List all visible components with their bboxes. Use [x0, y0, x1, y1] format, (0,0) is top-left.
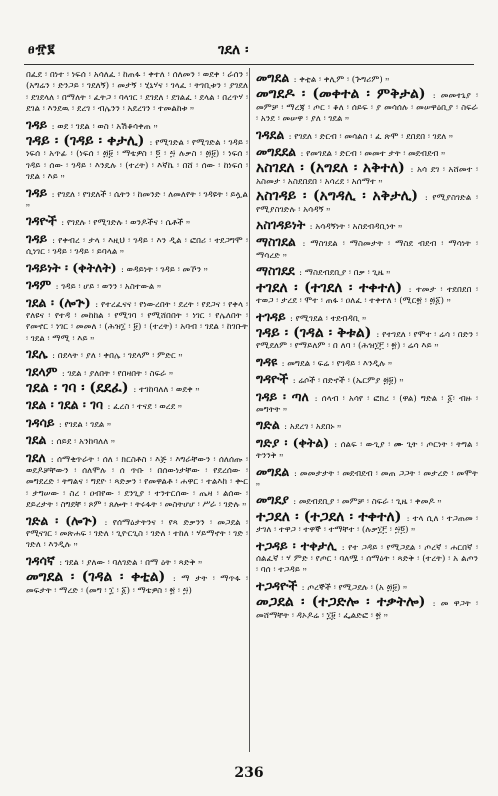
- dictionary-entry: [26, 70, 248, 116]
- entry-definition: : ሬሶች ፡ በድኖች ፡ (ኤርምያ ፴፱) ።: [292, 376, 404, 387]
- entry-headword: ተገዳይ: [256, 308, 291, 324]
- entry-definition: : ገደል ፡ ያለበት ፡ የበዛበት ፡ ስፍራ ።: [61, 368, 174, 379]
- entry-definition: : መመታታት ፡ መደብደብ ፡ መጠ ጋጋት ፡ መታረድ ፡ መሞት ።: [256, 468, 478, 490]
- entry-headword: ገዳይ: [26, 116, 52, 132]
- dictionary-entry: [26, 381, 248, 396]
- entry-definition: : አሳ ደገ ፡ አሸመተ ፡ አስመታ ፡ አስደበደበ ፡ አሳረደ ፡ አሰማተ ።: [256, 165, 478, 187]
- dictionary-entry: [256, 389, 478, 417]
- entry-headword: ገዳይ ፡ (ገዳል ፡ ቅቱል): [256, 324, 377, 341]
- entry-headword: መግደል: [256, 463, 294, 479]
- entry-headword: ተጋዳዮች: [256, 577, 302, 593]
- dictionary-entry: [26, 513, 248, 552]
- entry-definition: : የገደለ ፡ ድርብ ፡ መሳልስ ፡ ፈ ጽሞ ፡ ደበደበ ፡ ገደለ ።: [288, 131, 454, 142]
- dictionary-entry: [256, 354, 478, 370]
- entry-definition: : የተረፈናና ፡ የነውረበት ፡ ደረት ፡ የደጋና ፡ የቀላ ፡ የለዩና ፡ የተዳ ፡ መከከል ፡ የሚገባ ፡ የሚሸበበት ፡ ነገር ፡ የሌለበት ፡ የመኖር ፡ ነገር ፡ መመለ ፡ (ሕዝ፲ ፡ ፱) ፡ (ተረት) ፡ አባብ ፡ ገደል ፡ ከገቡት ፡ ገደል ፡ ማሚ ፡ እይ ።: [26, 299, 248, 344]
- entry-definition: : ማስገደል ፡ ማስመታት ፡ ማስደ ብደብ ፡ ማሳነት ፡ ማሳረድ ።: [256, 239, 478, 261]
- page-number: 236: [234, 765, 264, 781]
- dictionary-entry: [256, 371, 478, 387]
- dictionary-entry: [26, 346, 248, 362]
- entry-headword: ማስገደደ: [256, 263, 300, 279]
- dictionary-entry: [256, 510, 478, 537]
- entry-definition: : አደረገ ፡ አደበኑ ።: [284, 422, 342, 433]
- entry-headword: ገደለ: [26, 449, 51, 465]
- left-column: [26, 70, 248, 760]
- entry-definition: : መመተኒያ ፡ መምቻ ፡ ማረጃ ፡ ጦር ፡ ቆለ ፡ ሰይፍ ፡ ያ መሳሰሉ ፡ መሠዋዕቢያ ፡ ስፍራ ፡ አንደ ፡ መሠዋ ፡ ያለ ፡ ገደል ።: [256, 91, 478, 125]
- entry-definition: : ወደ ፡ ገደል ፡ ወስ ፡ አሽቆሳቀጠ ።: [51, 121, 158, 132]
- entry-headword: ገደሌ: [26, 346, 53, 362]
- entry-definition: : ተመታ ፡ ተደበደበ ፡ ተወጋ ፡ ታረደ ፡ ሞተ ፡ ጠፋ ፡ ዐለፈ ፡ ተቀተለ ፡ (ሚር፳ ፡ ፴፩) ።: [256, 284, 478, 307]
- entry-headword: መጋደል ፡ (ተጋድሎ ፡ ተቃትሎ): [256, 594, 433, 611]
- dictionary-entry: [26, 450, 248, 512]
- entry-headword: ገዳደል: [256, 126, 289, 142]
- entry-definition: : የገደለ ፡ የገደለች ፡ ሴትን ፡ ከመንድ ፡ ለመለየት ፡ ገዳዩት ፡ ይሏል ።: [26, 189, 248, 212]
- dictionary-entry: [256, 217, 478, 233]
- entry-headword: ገደላም: [26, 363, 62, 379]
- dictionary-entry: [26, 415, 248, 431]
- column-divider: [249, 68, 250, 752]
- entry-headword: መግደል: [256, 70, 294, 85]
- entry-definition: : በደላት ፡ ያለ ፡ ቀበሌ ፡ ገደላም ፡ ምድር ።: [52, 351, 183, 362]
- dictionary-entry: [256, 161, 478, 188]
- dictionary-entry: [26, 185, 248, 213]
- entry-headword: ገዳዮች: [26, 213, 62, 229]
- dictionary-entry: [26, 295, 248, 346]
- dictionary-entry: [256, 326, 478, 353]
- entry-definition: : ተላ ሲለ ፡ ተጋጠመ ፡ ታገለ ፡ ተዋጋ ፡ ተዋኞ ፡ ተማቸተ ፡ (ሉቃ፲፫ ፡ ፵፬) ።: [256, 513, 478, 536]
- entry-definition: : ፈረስ ፡ ተናደ ፡ ወረደ ።: [107, 402, 183, 413]
- dictionary-entry: [26, 117, 248, 133]
- entry-headword: ገድል ፡ (ሎጕ): [26, 512, 105, 528]
- entry-headword: ገዳይ ፡ (ገዳይ ፡ ቀታሊ): [26, 133, 150, 150]
- entry-definition: : ወዳይነት ፡ ገዳይ ፡ መኾን ።: [121, 264, 208, 275]
- header-rule: [24, 64, 474, 65]
- dictionary-entry: [26, 570, 248, 597]
- dictionary-entry: [26, 397, 248, 413]
- dictionary-entry: [26, 364, 248, 380]
- dictionary-entry: [256, 417, 478, 433]
- entry-headword: ግዳዩ: [256, 353, 282, 369]
- entry-headword: ገደል ፡ ገባ ፡ (ደደፈ): [26, 379, 134, 396]
- entry-definition: : የሚገድል ፡ የሚገድል ፡ ገዳይ ፡ ነፍሰ ፡ አጥፊ ፡ (ነፍሰ ፡ ፴፱ ፡ ማቴዎስ ፡ ፬ ፡ ፵ ሉቃስ ፡ ፴፱) ፡ ነፍሰ ፡ ገዳይ ፡ ሰው ፡ ገዳይ ፡ እንዴሉ ፡ (ተረት) ፡ እኛኬ ፡ በሸ ፡ ሰው ፡ ከነፍሰ ፡ ገደል ፡ እይ ።: [26, 138, 248, 183]
- entry-definition: : ተገከባለለ ፡ ወደቀ ።: [133, 384, 200, 395]
- entry-headword: መግደል ፡ (ገዳል ፡ ቀቲል): [26, 569, 173, 586]
- running-header-headword: ገደለ ፡: [218, 42, 249, 58]
- entry-headword: አስገደለ ፡ (አግደለ ፡ አቅተለ): [256, 160, 411, 177]
- dictionary-entry: [256, 189, 478, 216]
- entry-definition: : አሳዳኝነት ፡ አስደብዳቢነት ።: [309, 222, 403, 233]
- entry-definition: : ቀቲል ፡ ቀሊም ፡ (ጕግሪም) ።: [293, 75, 390, 85]
- entry-definition: : ሰይደ ፡ አንከባለለ ።: [50, 437, 115, 448]
- entry-definition: በፈደ ፡ በነተ ፡ ነፍሰ ፡ አሳለፈ ፡ ከጠፋ ፡ ቀተለ ፡ ሰለመን ፡ ወደቀ ፡ ራሰን ፡ (አግሬን ፡ ድንጋይ ፡ ገደለኝ) ፡ መታኝ ፡ ሂኒሃና ፡ ገላፈ ፡ ትገቢቱን ፡ ያገደለ ፡ ደገደላለ ፡ በማለት ፡ ፈትጋ ፡ ባላገር ፡ ደገደለ ፡ ደገልፈ ፡ ደላል ፡ በረጥሃ ፡ ደገል ፡ እንደዉ ፡ ደረገ ፡ ብሌንን ፡ አደረገን ፡ ተመልከቱ ።: [26, 70, 248, 115]
- dictionary-entry: [256, 538, 478, 577]
- entry-headword: ግድያ ፡ (ቀትል): [256, 434, 335, 450]
- entry-headword: መግደዶ ፡ (መቀተል ፡ ምቅታል): [256, 86, 433, 103]
- dictionary-entry: [26, 260, 248, 276]
- dictionary-entry: [256, 595, 478, 622]
- dictionary-entry: [256, 87, 478, 125]
- dictionary-entry: [26, 277, 248, 293]
- entry-headword: ገዳይነት ፡ (ቀትለት): [26, 259, 122, 275]
- entry-headword: መግደያ: [256, 492, 294, 508]
- entry-definition: : የተገደለ ፡ የሞተ ፡ ሬሳ ፡ በድን ፡ የሚደለም ፡ የማይለም ፡ በ ለባ ፡ (ሕዝ፲፫ ፡ ፳) ፡ ሬሳ እይ ።: [256, 329, 478, 352]
- entry-headword: ገዳይ ፡ ጣለ: [256, 388, 315, 404]
- entry-headword: ተጋደለ ፡ (ተጋደለ ፡ ተቀተለ): [256, 508, 407, 525]
- dictionary-entry: [256, 263, 478, 279]
- dictionary-entry: [26, 231, 248, 259]
- dictionary-entry: [26, 432, 248, 448]
- entry-definition: : ገደል ፡ ያለው ፡ ባለገድል ፡ በማ ዕት ፡ ጻድቅ ።: [59, 557, 203, 568]
- dictionary-entry: [256, 70, 478, 86]
- entry-headword: ግድል: [256, 417, 285, 433]
- entry-headword: መግደደል: [256, 144, 301, 160]
- entry-definition: : የሚገደል ፡ ተደብዳቢ ።: [290, 313, 367, 324]
- dictionary-entry: [256, 234, 478, 262]
- entry-definition: : መ ዋጋት ፡ መሸማቸት ፡ ዳኦዶሬ ፡ ፲፱ ፡ ፌልድፎ ፡ ፳ ።: [256, 599, 478, 621]
- entry-definition: : የገደሉ ፡ የሚገድሉ ፡ ወንዶችና ፡ ሴቶች ።: [61, 218, 191, 229]
- dictionary-entry: [256, 578, 478, 594]
- entry-headword: ገዳይ: [26, 184, 52, 200]
- entry-definition: : የተ ጋዳይ ፡ የሚጋደል ፡ ጦረኛ ፡ ሐርበኛ ፡ ሰልፈኛ ፡ ሃ ምድ ፡ የጦር ፡ ባለሟ ፡ ሰማዕት ፡ ጻድቅ ፡ (ተረት) ፡ አ ልጦን ፡ ባሰ ፡ ተጋዳይ ።: [256, 542, 478, 576]
- dictionary-entry: [26, 213, 248, 229]
- entry-headword: ገዳይ: [26, 230, 53, 246]
- entry-definition: : ሰማቂጥራት ፡ ሰለ ፡ ክርስቶስ ፡ እጅ ፡ እግራቸውን ፡ ሰለሰጡ ፡ ወደዶቻቸውን ፡ ሰለሞሉ ፡ ሰ ጥቡ ፡ በሰውነታቸው ፡ የደረሰው ፡ መግደረድ ፡ ትግልና ፡ ግደዮ ፡ ጻድቃን ፡ የመዋልቶ ፡ ሐዋር ፡ ተልእከ ፡ ቍር ፡ ታግሠው ፡ ስረ ፡ ዐብየው ፡ ደንጊያ ፡ ተንተርሰው ፡ ጤዛ ፡ ልሰው ፡ ደይረታት ፡ ስግደቸ ፡ ጾም ፡ ጸሎት ፡ ትሩፋት ፡ መስትሆሆ ፡ ሥራ ፡ ገድሉ ።: [26, 454, 248, 511]
- dictionary-entry: [256, 464, 478, 492]
- entry-headword: ገዳሳይ: [26, 414, 59, 430]
- entry-definition: : መደብደቢያ ፡ መምቻ ፡ ስፍራ ፡ ጊዜ ፡ ቀመዶ ።: [293, 497, 442, 508]
- entry-headword: ገደል ፡ ገደል ፡ ገባ: [26, 397, 108, 413]
- entry-definition: : ገዳይ ፡ ሆይ ፡ ወንን ፡ አስተውል ።: [55, 282, 162, 293]
- entry-definition: : ማስደብደቢያ ፡ በቃ ፡ ጊዜ ።: [299, 268, 391, 279]
- dictionary-entry: [256, 144, 478, 160]
- entry-headword: ገደል ፡ (ሎጕ): [26, 294, 96, 310]
- entry-headword: ገዳም: [26, 277, 56, 293]
- entry-definition: : የሚያስገድል ፡ የሚያስገድሉ ፡ አሳዳኝ ።: [256, 193, 478, 215]
- entry-headword: ተገደለ ፡ (ተገደለ ፡ ተቀተለ): [256, 279, 409, 296]
- entry-headword: ተጋዳይ ፡ ተቀታሊ: [256, 537, 342, 553]
- entry-definition: : መግደል ፡ ፍሬ ፡ የገዳይ ፡ እንዲሉ ።: [281, 358, 393, 369]
- dictionary-entry: [26, 553, 248, 569]
- entry-headword: አስገዳይ ፡ (አግዳሊ ፡ አቅታሊ): [256, 188, 425, 205]
- entry-definition: : የቀብረ ፡ ታላ ፡ እዚህ ፡ ገዳይ ፡ እን ዲል ፡ ፎበሪ ፡ ተደጋግሞ ፡ ሲነገር ፡ ገዳይ ፡ ገዳይ ፡ ይባላል ።: [26, 235, 248, 258]
- entry-definition: : የመገደል ፡ ድርብ ፡ መመተ ታት ፡ መደብደብ ።: [300, 149, 446, 160]
- dictionary-entry: [256, 127, 478, 143]
- entry-definition: : ማ ታት ፡ ማጥፋ ፡ መፍታት ፡ ማረድ ፡ (መግ ፡ ፲ ፡ ፩) ፡ ማቴዎስ ፡ ፳ ፡ ፵): [26, 574, 248, 596]
- running-header-left: ፀ፹፪: [28, 42, 56, 57]
- entry-headword: ማስገደል: [256, 234, 303, 250]
- entry-headword: ገዳሳኛ: [26, 552, 60, 568]
- right-column: [256, 70, 478, 760]
- entry-definition: : ሰላብ ፡ አሳየ ፡ ፎክረ ፡ (ዋል) ግድል ፡ ፩፡ ብዙ ፡ መግትት ።: [256, 393, 478, 415]
- entry-definition: : ጦረኞች ፡ የሚጋደሉ ፡ (አ ፴፱) ።: [301, 582, 408, 593]
- dictionary-entry: [256, 435, 478, 463]
- entry-definition: : የሰማዕታትንና ፡ የጻ ድቃንን ፡ መጋደል ፡ የሚናገር ፡ መጽሐፍ ፡ ገድለ ፡ ጊዮርጊስ ፡ ገድለ ፡ ተከለ ፡ ሃይማኖት ፡ ገድ ፡ ገድለ ፡ እንዲሉ ።: [26, 517, 248, 551]
- entry-definition: : የገደል ፡ ገደል ።: [58, 419, 112, 430]
- entry-headword: ገደል: [26, 432, 51, 448]
- entry-headword: ግዳዮች: [256, 371, 293, 387]
- dictionary-entry: [256, 281, 478, 308]
- entry-headword: አስገዳይነት: [256, 217, 310, 233]
- dictionary-entry: [256, 492, 478, 508]
- dictionary-entry: [26, 134, 248, 184]
- dictionary-entry: [256, 309, 478, 325]
- entry-definition: : ሰልፍ ፡ ውጊያ ፡ ሙ ጊት ፡ ጦርነት ፡ ትግል ፡ ትንንቅ ።: [256, 439, 478, 462]
